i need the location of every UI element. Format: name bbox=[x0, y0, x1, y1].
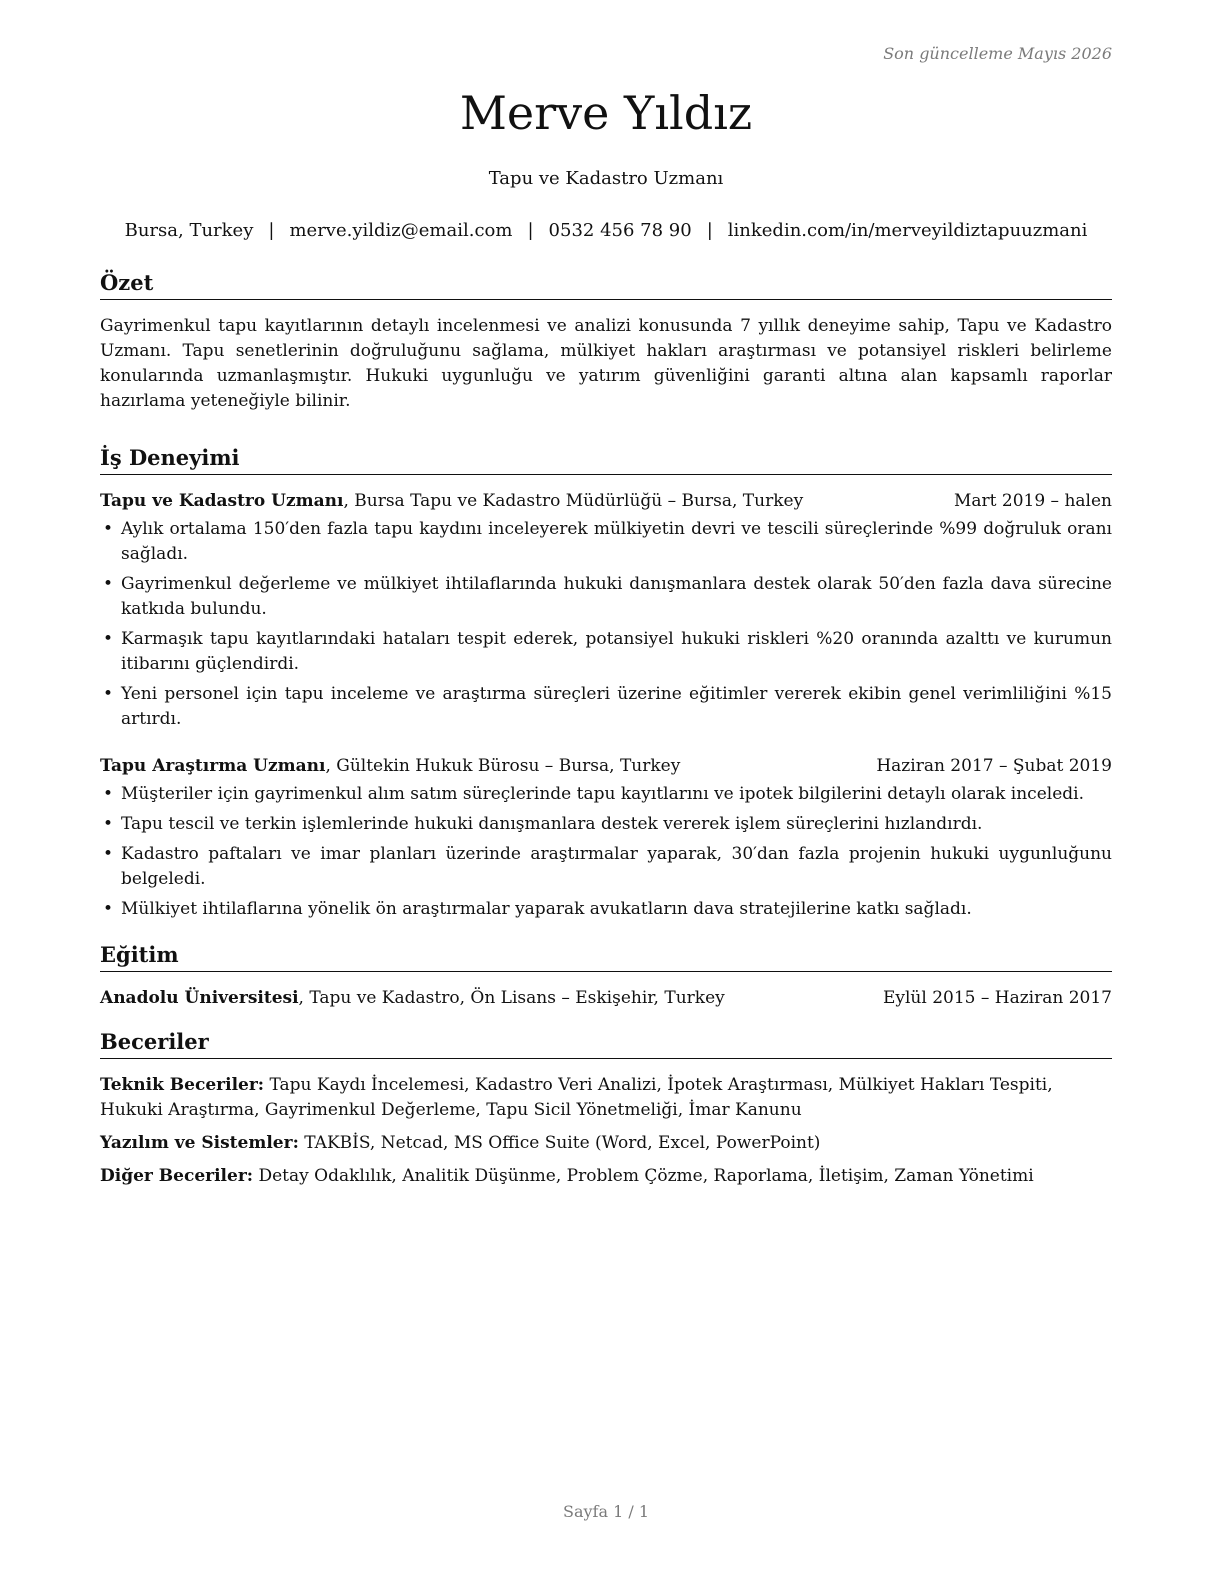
skill-value: TAKBİS, Netcad, MS Office Suite (Word, Excel, PowerPoint) bbox=[298, 1133, 821, 1153]
skill-row bbox=[100, 1131, 1112, 1156]
education-dates: Eylül 2015 – Haziran 2017 bbox=[882, 988, 1112, 1008]
contact-line bbox=[100, 220, 1112, 241]
skill-label: Yazılım ve Sistemler: bbox=[100, 1133, 299, 1153]
bullet-icon: • bbox=[103, 899, 114, 919]
skill-row bbox=[100, 1073, 1112, 1123]
education-details: , Tapu ve Kadastro, Ön Lisans – Eskişehir, Turkey bbox=[298, 988, 725, 1008]
page-number: Sayfa 1 / 1 bbox=[562, 1502, 649, 1521]
bullet-icon: • bbox=[103, 629, 114, 649]
contact-location: Bursa, Turkey bbox=[124, 220, 254, 241]
job-entry bbox=[100, 754, 1112, 922]
skill-row bbox=[100, 1164, 1112, 1189]
contact-separator: | bbox=[706, 220, 713, 241]
job-header bbox=[100, 754, 1112, 779]
bullet-text: Karmaşık tapu kayıtlarındaki hataları tespit ederek, potansiyel hukuki riskleri %20 oranında azalttı ve kurumun itibarını güçlendirdi. bbox=[121, 629, 1112, 674]
contact-separator: | bbox=[268, 220, 275, 241]
job-role: Tapu Araştırma Uzmanı bbox=[100, 756, 326, 776]
summary-section bbox=[100, 268, 1112, 414]
summary-text: Gayrimenkul tapu kayıtlarının detaylı incelenmesi ve analizi konusunda 7 yıllık deneyime sahip, Tapu ve Kadastro Uzmanı. Tapu senetlerinin doğruluğunu sağlama, mülkiyet hakları araştırması ve potansiyel riskleri belirleme konularında uzmanlaşmıştır. Hukuki uygunluğu ve yatırım güvenliğini garanti altına alan kapsamlı raporlar hazırlama yeteneğiyle bilinir. bbox=[100, 316, 1112, 411]
job-title: Tapu ve Kadastro Uzmanı bbox=[488, 168, 724, 189]
job-role: Tapu ve Kadastro Uzmanı bbox=[100, 491, 344, 511]
job-organization: , Bursa Tapu ve Kadastro Müdürlüğü – Bursa, Turkey bbox=[343, 491, 804, 511]
bullet-text: Mülkiyet ihtilaflarına yönelik ön araştırmalar yaparak avukatların dava stratejilerine katkı sağladı. bbox=[121, 899, 972, 919]
contact-email[interactable]: merve.yildiz@email.com bbox=[289, 220, 513, 241]
job-bullets bbox=[100, 517, 1112, 732]
bullet-item bbox=[100, 897, 1112, 922]
skill-label: Teknik Beceriler: bbox=[100, 1075, 265, 1095]
skills-section bbox=[100, 1027, 1112, 1189]
bullet-text: Yeni personel için tapu inceleme ve araştırma süreçleri üzerine eğitimler vererek ekibin genel verimliliğini %15 artırdı. bbox=[121, 684, 1112, 729]
bullet-icon: • bbox=[103, 784, 114, 804]
job-organization: , Gültekin Hukuk Bürosu – Bursa, Turkey bbox=[325, 756, 681, 776]
job-entry bbox=[100, 489, 1112, 732]
resume-page bbox=[100, 0, 1112, 1584]
job-dates: Haziran 2017 – Şubat 2019 bbox=[876, 756, 1112, 776]
bullet-item bbox=[100, 627, 1112, 677]
job-bullets bbox=[100, 782, 1112, 922]
last-updated: Son güncelleme Mayıs 2026 bbox=[883, 44, 1112, 63]
skill-label: Diğer Beceriler: bbox=[100, 1166, 254, 1186]
job-dates: Mart 2019 – halen bbox=[953, 491, 1112, 511]
bullet-icon: • bbox=[103, 519, 114, 539]
bullet-item bbox=[100, 842, 1112, 892]
bullet-text: Gayrimenkul değerleme ve mülkiyet ihtilaflarında hukuki danışmanlara destek olarak 50′den fazla dava sürecine katkıda bulundu. bbox=[121, 574, 1112, 619]
candidate-name: Merve Yıldız bbox=[459, 86, 753, 140]
section-title-experience: İş Deneyimi bbox=[100, 443, 1112, 475]
section-title-summary: Özet bbox=[100, 268, 1112, 300]
bullet-icon: • bbox=[103, 684, 114, 704]
bullet-item bbox=[100, 682, 1112, 732]
resume-body bbox=[100, 268, 1112, 1197]
job-header bbox=[100, 489, 1112, 514]
contact-linkedin[interactable]: linkedin.com/in/merveyildiztapuuzmani bbox=[727, 220, 1088, 241]
bullet-text: Müşteriler için gayrimenkul alım satım süreçlerinde tapu kayıtlarını ve ipotek bilgilerini detaylı olarak inceledi. bbox=[121, 784, 1084, 804]
contact-phone: 0532 456 78 90 bbox=[548, 220, 692, 241]
bullet-item bbox=[100, 812, 1112, 837]
bullet-item bbox=[100, 517, 1112, 567]
bullet-icon: • bbox=[103, 814, 114, 834]
bullet-icon: • bbox=[103, 844, 114, 864]
section-title-education: Eğitim bbox=[100, 940, 1112, 972]
bullet-item bbox=[100, 572, 1112, 622]
bullet-item bbox=[100, 782, 1112, 807]
bullet-text: Kadastro paftaları ve imar planları üzerinde araştırmalar yaparak, 30′dan fazla projenin hukuki uygunluğunu belgeledi. bbox=[121, 844, 1112, 889]
contact-separator: | bbox=[527, 220, 534, 241]
section-title-skills: Beceriler bbox=[100, 1027, 1112, 1059]
bullet-text: Tapu tescil ve terkin işlemlerinde hukuki danışmanlara destek vererek işlem süreçlerini hızlandırdı. bbox=[121, 814, 983, 834]
skill-value: Detay Odaklılık, Analitik Düşünme, Problem Çözme, Raporlama, İletişim, Zaman Yönetimi bbox=[253, 1166, 1034, 1186]
skill-value: Tapu Kaydı İncelemesi, Kadastro Veri Analizi, İpotek Araştırması, Mülkiyet Hakları Tespiti, Hukuki Araştırma, Gayrimenkul Değerleme, Tapu Sicil Yönetmeliği, İmar Kanunu bbox=[100, 1075, 1053, 1120]
experience-section bbox=[100, 443, 1112, 922]
education-school: Anadolu Üniversitesi bbox=[100, 988, 299, 1008]
education-entry bbox=[100, 986, 1112, 1011]
bullet-text: Aylık ortalama 150′den fazla tapu kaydını inceleyerek mülkiyetin devri ve tescili süreçlerinde %99 doğruluk oranı sağladı. bbox=[121, 519, 1112, 564]
education-section bbox=[100, 940, 1112, 1011]
bullet-icon: • bbox=[103, 574, 114, 594]
